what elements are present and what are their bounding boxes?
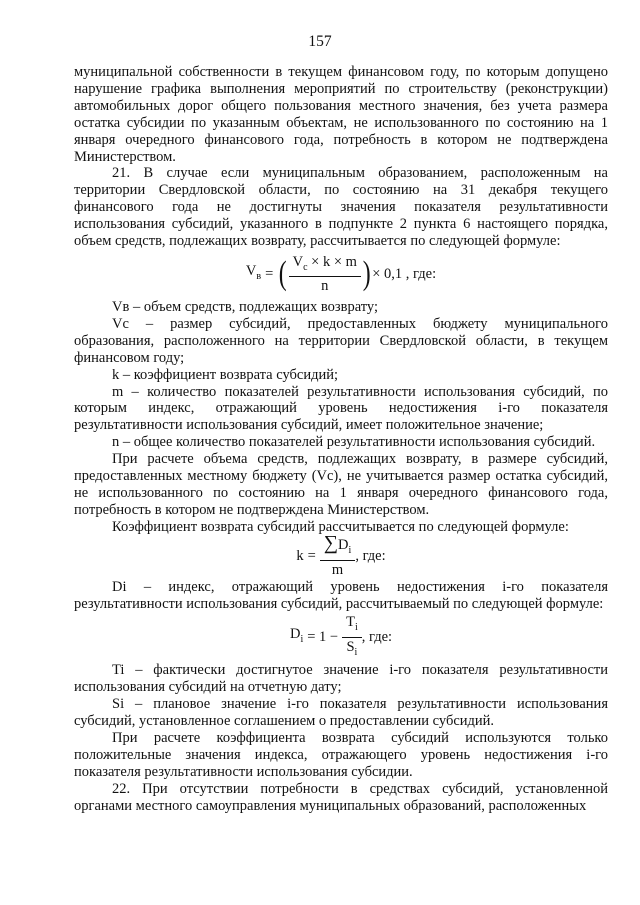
- paragraph: При расчете коэффициента возврата субсидий используются только положительные значения индекса, отражающего уровень недостижения i-го показателя результативности использования субсидии.: [74, 730, 608, 780]
- paragraph: Коэффициент возврата субсидий рассчитывается по следующей формуле:: [112, 518, 569, 535]
- formula-return-volume: [74, 252, 608, 296]
- paragraph: Vв – объем средств, подлежащих возврату;: [112, 298, 379, 315]
- paragraph: 21. В случае если муниципальным образованием, расположенным на территории Свердловской области, по состоянию на 31 декабря текущего финансового года не достигнуты значения показателя результативности использования субсидий, указанного в подпункте 2 пункта 6 настоящего порядка, объем средств, подлежащих возврату, рассчитывается по следующей формуле:: [74, 165, 608, 250]
- formula-lhs: $V_в$: [245, 262, 262, 282]
- formula-tail: × 0,1 , где:: [372, 265, 437, 282]
- formula-fraction: [320, 532, 356, 579]
- right-paren: ): [362, 254, 371, 292]
- formula-index: [74, 614, 608, 658]
- fraction-denominator: $S_i$: [346, 638, 358, 658]
- formula-lhs: $D_i$: [289, 626, 304, 645]
- paragraph: При расчете объема средств, подлежащих возврату, в размере субсидий, предоставленных местному бюджету (Vс), не учитывается размер остатка субсидий, не использованного по состоянию на 1 января очередного финансового года, потребность в котором не подтверждена Министерством.: [74, 451, 608, 518]
- paragraph: m – количество показателей результативности использования субсидий, по которым индекс, отражающий уровень недостижения i-го показателя результативности использования субсидий, имеет положительное значение;: [74, 383, 608, 434]
- paragraph: n – общее количество показателей результативности использования субсидий.: [112, 434, 596, 451]
- fraction-denominator: n: [321, 278, 329, 295]
- formula-eq: =: [265, 265, 274, 282]
- formula-tail: , где:: [361, 629, 393, 646]
- paragraph: Si – плановое значение i-го показателя результативности использования субсидий, установленное соглашением о предоставлении субсидий.: [74, 696, 608, 730]
- formula-eq: = 1 −: [307, 629, 339, 646]
- paragraph: k – коэффициент возврата субсидий;: [112, 366, 339, 383]
- document-body: [74, 64, 608, 815]
- paragraph: Vс – размер субсидий, предоставленных бюджету муниципального образования, расположенного на территории Свердловской области, в текущем финансовом году;: [74, 315, 608, 366]
- paragraph: муниципальной собственности в текущем финансовом году, по которым допущено нарушение графика выполнения мероприятий по строительству (реконструкции) автомобильных дорог общего пользования местного значения, без учета размера остатка субсидии по указанным объектам, не использованного по состоянию на 1 января очередного финансового года, потребность в котором не подтверждена Министерством.: [74, 64, 608, 165]
- formula-fraction: [289, 254, 361, 295]
- formula-lhs: k: [296, 548, 304, 565]
- formula-fraction: [342, 614, 362, 661]
- fraction-numerator: $T_i$: [342, 614, 362, 638]
- paragraph: Ti – фактически достигнутое значение i-го показателя результативности использования субсидий на отчетную дату;: [74, 662, 608, 696]
- left-paren: (: [278, 254, 287, 292]
- fraction-numerator: $\sum D_i$: [320, 535, 356, 561]
- paragraph: 22. При отсутствии потребности в средствах субсидий, установленной органами местного самоуправления муниципальных образований, расположенных: [74, 780, 608, 814]
- formula-eq: =: [307, 548, 316, 565]
- fraction-numerator: $V_c \times k \times m$: [289, 254, 361, 278]
- formula-return-coefficient: [74, 532, 608, 579]
- page-number: 157: [308, 33, 332, 50]
- formula-tail: , где:: [355, 548, 386, 565]
- fraction-denominator: m: [331, 562, 344, 579]
- paragraph: Di – индекс, отражающий уровень недостижения i-го показателя результативности использования субсидий, рассчитываемый по следующей формуле:: [74, 578, 608, 612]
